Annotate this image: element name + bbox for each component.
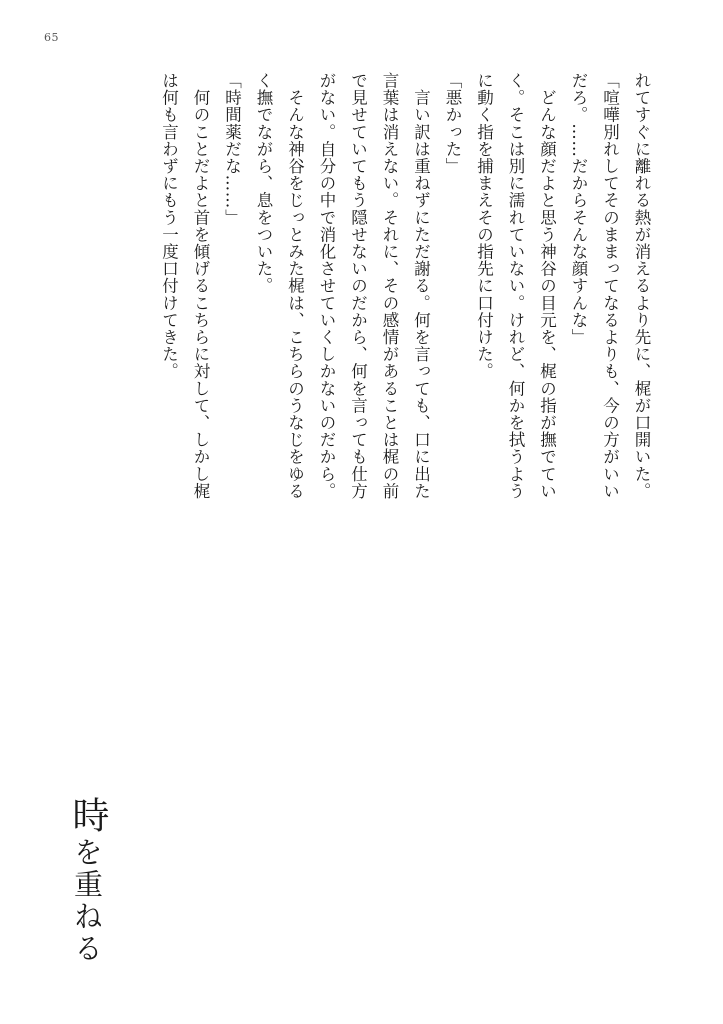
text-line: で見せていてもう隠せないのだから、何を言っても仕方 [348,72,368,500]
text-line: く撫でながら、息をついた。 [254,72,273,295]
text-line: 何のことだよと首を傾げるこちらに対して、しかし梶 [191,72,210,500]
text-line: 「時間薬だな……」 [222,72,242,226]
text-line: 言葉は消えない。それに、その感情があることは梶の前 [380,72,399,500]
book-title-rest: を重ねる [70,837,104,965]
text-line: 「悪かった」 [443,72,462,175]
book-title [62,796,112,965]
text-line: そんな神谷をじっとみた梶は、こちらのうなじをゆる [285,72,305,500]
text-line: れてすぐに離れる熱が消えるより先に、梶が口開いた。 [632,72,651,500]
novel-body-text [153,72,657,512]
text-line: く。そこは別に濡れていない。けれど、何かを拭うよう [506,72,525,500]
text-line: に動く指を捕まえその指先に口付けた。 [474,72,494,380]
book-title-first-char: 時 [66,796,109,837]
text-line: がない。自分の中で消化させていくしかないのだから。 [317,72,336,500]
page-number: 65 [44,31,59,44]
text-line: だろ。……だからそんな顔すんな」 [569,72,588,346]
text-line: どんな顔だよと思う神谷の目元を、梶の指が撫でてい [537,72,557,500]
text-line: 言い訳は重ねずにただ謝る。何を言っても、口に出た [411,72,431,500]
text-line: は何も言わずにもう一度口付けてきた。 [159,72,179,380]
text-line: 「喧嘩別れしてそのままってなるよりも、今の方がいい [600,72,620,500]
